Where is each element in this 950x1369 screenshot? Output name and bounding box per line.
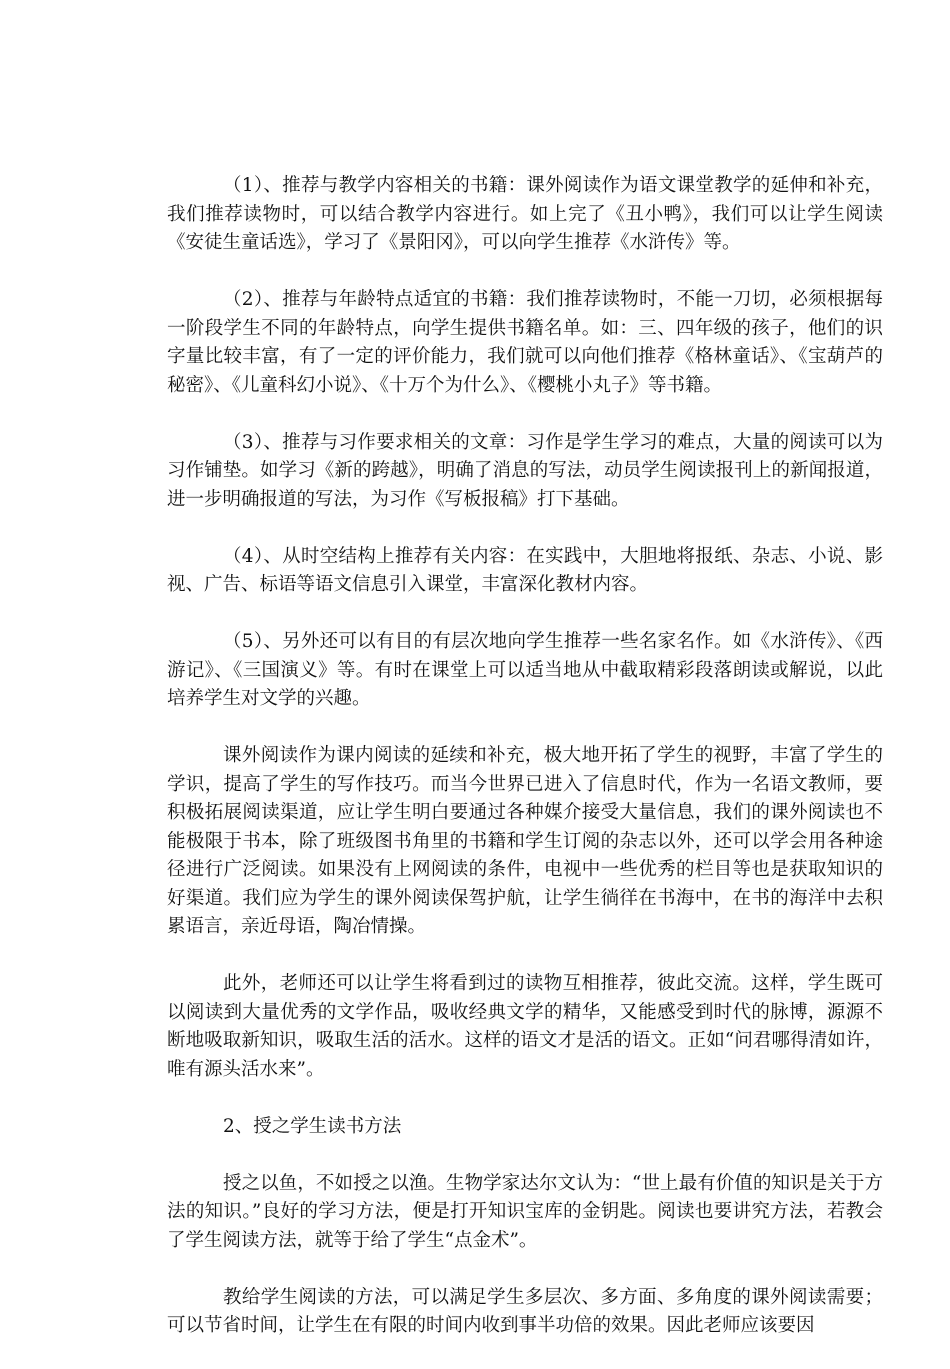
- paragraph-recommend-teaching: （1）、推荐与教学内容相关的书籍：课外阅读作为语文课堂教学的延伸和补充，我们推荐读物时，可以结合教学内容进行。如上完了《丑小鸭》，我们可以让学生阅读《安徒生童话选》，学习了《景阳冈》，可以向学生推荐《水浒传》等。: [167, 175, 883, 253]
- paragraph-recommend-writing: （3）、推荐与习作要求相关的文章：习作是学生学习的难点，大量的阅读可以为习作铺垫。如学习《新的跨越》，明确了消息的写法，动员学生阅读报刊上的新闻报道，进一步明确报道的写法，为习作《写板报稿》打下基础。: [167, 431, 883, 510]
- paragraph-recommend-age: （2）、推荐与年龄特点适宜的书籍：我们推荐读物时，不能一刀切，必须根据每一阶段学生不同的年龄特点，向学生提供书籍名单。如：三、四年级的孩子，他们的识字量比较丰富，有了一定的评价能力，我们就可以向他们推荐《格林童话》、《宝葫芦的秘密》、《儿童科幻小说》、《十万个为什么》、《樱桃小丸子》等书籍。: [167, 289, 883, 396]
- paragraph-extracurricular-reading: 课外阅读作为课内阅读的延续和补充，极大地开拓了学生的视野，丰富了学生的学识，提高了学生的写作技巧。而当今世界已进入了信息时代，作为一名语文教师，要积极拓展阅读渠道，应让学生明白要通过各种媒介接受大量信息，我们的课外阅读也不能极限于书本，除了班级图书角里的书籍和学生订阅的杂志以外，还可以学会用各种途径进行广泛阅读。如果没有上网阅读的条件，电视中一些优秀的栏目等也是获取知识的好渠道。我们应为学生的课外阅读保驾护航，让学生徜徉在书海中，在书的海洋中去积累语言，亲近母语，陶冶情操。: [167, 745, 883, 937]
- section-heading: 2、授之学生读书方法: [223, 1115, 402, 1137]
- paragraph-recommend-classics: （5）、另外还可以有目的有层次地向学生推荐一些名家名作。如《水浒传》、《西游记》、《三国演义》等。有时在课堂上可以适当地从中截取精彩段落朗读或解说，以此培养学生对文学的兴趣。: [167, 631, 883, 709]
- paragraph-reading-methods: 教给学生阅读的方法，可以满足学生多层次、多方面、多角度的课外阅读需要；可以节省时间，让学生在有限的时间内收到事半功倍的效果。因此老师应该要因: [167, 1286, 883, 1336]
- paragraph-mutual-recommendation: 此外，老师还可以让学生将看到过的读物互相推荐，彼此交流。这样，学生既可以阅读到大量优秀的文学作品，吸收经典文学的精华，又能感受到时代的脉博，源源不断地吸取新知识，吸取生活的活水。这样的语文才是活的语文。正如“问君哪得清如许，唯有源头活水来”。: [167, 973, 883, 1080]
- paragraph-recommend-spacetime: （4）、从时空结构上推荐有关内容：在实践中，大胆地将报纸、杂志、小说、影视、广告、标语等语文信息引入课堂，丰富深化教材内容。: [167, 545, 883, 595]
- paragraph-teach-fishing: 授之以鱼，不如授之以渔。生物学家达尔文认为：“世上最有价值的知识是关于方法的知识。”良好的学习方法，便是打开知识宝库的金钥匙。阅读也要讲究方法，若教会了学生阅读方法，就等于给了学生“点金术”。: [167, 1172, 883, 1251]
- document-body: [167, 172, 883, 1369]
